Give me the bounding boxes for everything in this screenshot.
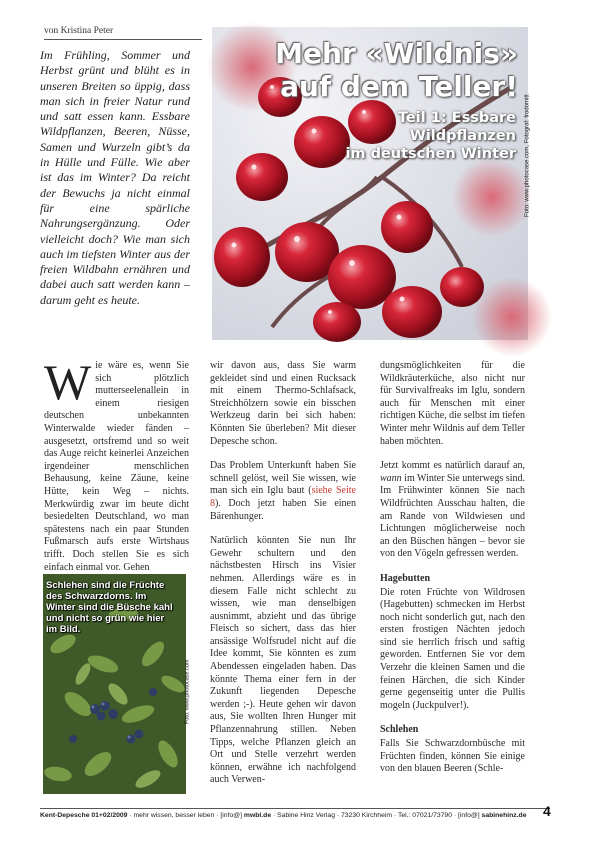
column-1-paragraph: ie wäre es, wenn Sie sich plötzlich mutterseelenallein in einem riesigen deutschen unbekannten Winterwalde wieder fänden – ausgesetzt, ortsfremd und so weit das Auge reicht keinerlei Anzeichen irgendeiner menschlichen Behausung, keine Zäune, keine Hütte, kein Weg – nichts. Merkwürdig zwar im heute dicht besiedelten Deutschland, wo man spätestens nach ein paar Stunden Fußmarsch aufs erste Wirtshaus trifft. Doch stellen Sie es sich einfach einmal vor. Gehen [44, 360, 189, 573]
sloe-photo [43, 574, 191, 794]
intro-paragraph: Im Frühling, Sommer und Herbst grünt und blüht es in unseren Breiten so üppig, dass man sich in freier Natur rund und satt essen kann. Essbare Wildpflanzen, Beeren, Nüsse, Samen und Wurzeln gibt’s da in Hülle und Fülle. Wie aber ist das im Winter? Da reicht der Bewuchs ja nicht einmal für eine spärliche Nahrungsergänzung. Oder vielleicht doch? Wie man sich auch im tiefsten Winter aus der freien Wildbahn ernähren und dabei auch satt werden kann – darum geht es heute. [40, 48, 190, 307]
section-heading-hagebutten: Hagebutten [380, 572, 430, 584]
column-2-paragraph-2 [210, 460, 356, 523]
paragraph-text: im Winter Sie unterwegs sind. Im Frühwinter können Sie nach Wildfrüchten Ausschau halten, die am Rande von Wildwiesen und Lichtungen möglicherweise noch an den Büschen hängen – bevor sie von den Vögeln gefressen werden. [380, 472, 525, 560]
page-number: 4 [543, 803, 551, 819]
column-3-paragraph-3: Die roten Früchte von Wildrosen (Hagebutten) schmecken im Herbst noch nicht sonderlich gut, nach den ersten frostigen Nächten jedoch sind sie herrlich frisch und saftig geworden. Entfernen Sie vor dem Verzehr die kleinen Samen und die feinen Härchen, die sich Kinder gerne gegenseitig unter die Pullis mogeln (Juckpulver!). [380, 586, 525, 711]
section-heading-schlehen: Schlehen [380, 724, 419, 736]
footer-website-1[interactable]: mwbl.de [243, 812, 272, 819]
hero-subtitle-line-3: im deutschen Winter [345, 146, 516, 162]
emphasis-text: wann [380, 472, 402, 484]
article-column-1 [44, 354, 189, 586]
sloe-photo-caption: Schlehen sind die Früchte des Schwarzdorns. Im Winter sind die Büsche kahl und nicht so grün wie hier im Bild. [46, 580, 173, 635]
sloe-photo-credit: Foto: www.photocase.com [185, 659, 191, 724]
column-2-paragraph-3: Natürlich könnten Sie nun Ihr Gewehr schultern und den nächstbesten Hirsch ins Visier nehmen. Allerdings wäre es in diesem Falle nicht schlecht zu wissen, wie man denselbigen ausnimmt, abzieht und das übrige Fleisch so sichert, dass das hier ansässige Wolfsrudel nicht auf die Idee kommt, Sie könnten es zum Abendessen eingeladen haben. Das könnte Thema einer fern in der Zukunft liegenden Depesche werden ;-). Heute gehen wir davon aus, Sie wollten Ihren Hunger mit Pflanzennahrung stillen. Neben Tipps, welche Pflanzen gleich an Ort und Stelle verzehrt werden können, erwähne ich nachfolgend auch Verwen- [210, 535, 356, 786]
paragraph-text: Jetzt kommt es natürlich darauf an, [380, 460, 525, 472]
column-2-paragraph-1: wir davon aus, dass Sie warm gekleidet sind und einen Rucksack mit einem Thermo-Schlafsack, Streichhölzern sowie ein bisschen Werkzeug darin bei sich haben: Könnten Sie überleben? Mit dieser Depesche schon. [210, 360, 356, 447]
hero-title [275, 37, 518, 103]
drop-cap: W [44, 354, 92, 410]
article-column-3 [380, 360, 525, 788]
column-3-paragraph-4: Falls Sie Schwarzdornbüsche mit Früchten finden, können Sie einige von den blauen Beeren (Schle- [380, 738, 525, 775]
hero-subtitle-line-1: Teil 1: Essbare [397, 110, 516, 126]
footer-text: · mehr wissen, besser leben · [info@] [127, 812, 244, 819]
hero-title-line-2: auf dem Teller! [280, 70, 518, 103]
hero-photo-credit: Foto: www.photocase.com, Fotograf: frodomitt [525, 94, 531, 217]
column-3-paragraph-1: dungsmöglichkeiten für die Wildkräuterküche, also nicht nur für Survivalfreaks im Iglu, sondern auch für Menschen mit einer richtigen Küche, die selbst im tiefen Winter mehr Wildnis auf dem Teller haben möchten. [380, 360, 525, 447]
article-column-2 [210, 360, 356, 799]
footer-text: · Sabine Hinz Verlag · 73230 Kirchheim · Tel.: 07021/73790 · [info@] [271, 812, 482, 819]
author-byline: von Kristina Peter [44, 26, 202, 40]
column-3-paragraph-2 [380, 460, 525, 561]
page-footer [40, 808, 550, 819]
hero-image [212, 27, 531, 340]
hero-subtitle-line-2: Wildpflanzen [409, 128, 516, 144]
hero-subtitle [345, 109, 516, 163]
hero-title-line-1: Mehr «Wildnis» [275, 37, 518, 70]
paragraph-text: ). Doch jetzt haben Sie einen Bärenhunger. [210, 497, 356, 522]
publication-name: Kent-Depesche 01+02/2009 [40, 812, 128, 819]
page-reference-link[interactable]: siehe Seite 8 [210, 485, 356, 509]
paragraph-text: Das Problem Unterkunft haben Sie schnell gelöst, weil Sie wissen, wie man sich ein Iglu baut ( [210, 460, 356, 497]
footer-website-2[interactable]: sabinehinz.de [481, 812, 527, 819]
